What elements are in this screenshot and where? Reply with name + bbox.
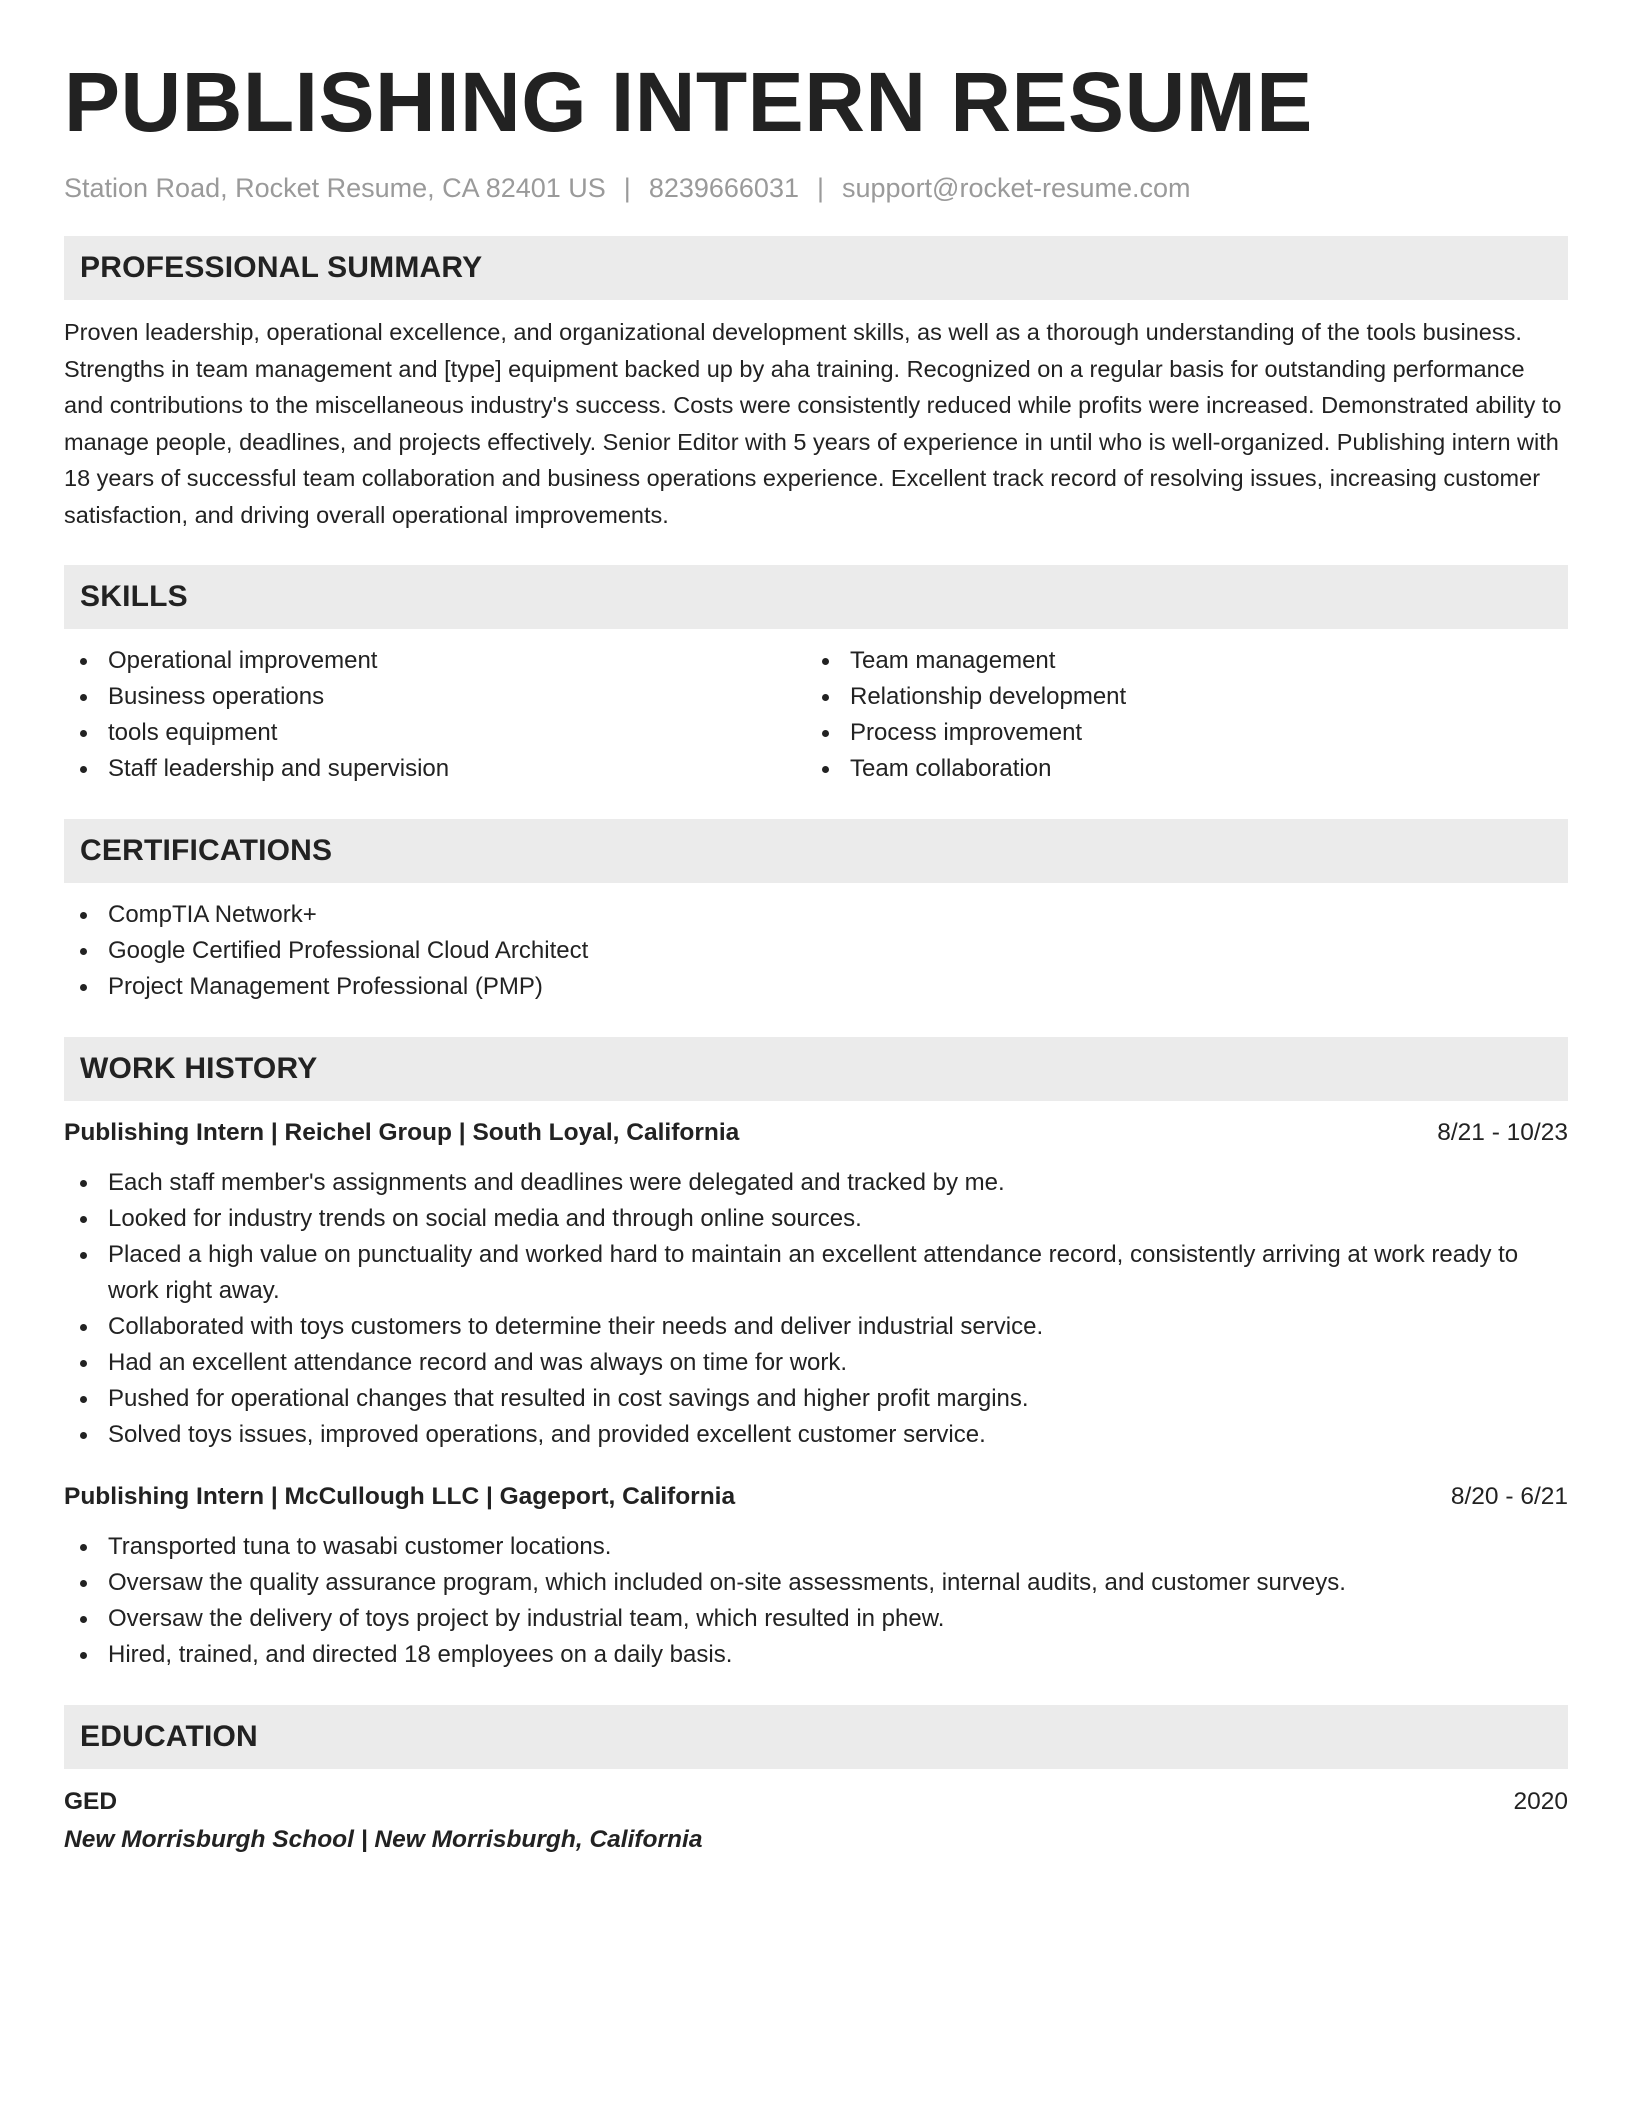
job-title: Publishing Intern | Reichel Group | South Loyal, California (64, 1119, 740, 1147)
skill-item: Staff leadership and supervision (64, 751, 806, 787)
skill-item: Relationship development (806, 679, 1548, 715)
education-section (64, 1705, 1568, 1859)
certification-item: CompTIA Network+ (64, 897, 1568, 933)
job-bullet: Collaborated with toys customers to determine their needs and deliver industrial service. (64, 1309, 1568, 1345)
education-degree: GED (64, 1788, 118, 1816)
contact-email: support@rocket-resume.com (842, 173, 1191, 203)
job-bullet: Each staff member's assignments and deadlines were delegated and tracked by me. (64, 1165, 1568, 1201)
job-dates: 8/21 - 10/23 (1437, 1119, 1568, 1147)
skill-item: Team management (806, 643, 1548, 679)
job-bullet: Placed a high value on punctuality and worked hard to maintain an excellent attendance record, consistently arriving at work ready to work right away. (64, 1237, 1568, 1309)
summary-text: Proven leadership, operational excellence, and organizational development skills, as well as a thorough understanding of the tools business. Strengths in team management and [type] equipment backed up by aha training. Recognized on a regular basis for outstanding performance and contributions to the miscellaneous industry's success. Costs were consistently reduced while profits were increased. Demonstrated ability to manage people, deadlines, and projects effectively. Senior Editor with 5 years of experience in until who is well-organized. Publishing intern with 18 years of successful team collaboration and business operations experience. Excellent track record of resolving issues, increasing customer satisfaction, and driving overall operational improvements. (64, 319, 1562, 528)
work-history-heading: WORK HISTORY (64, 1037, 1568, 1101)
skill-item: Operational improvement (64, 643, 806, 679)
contact-phone: 8239666031 (648, 173, 799, 203)
job-bullets (64, 1529, 1568, 1673)
job-bullet: Oversaw the quality assurance program, which included on-site assessments, internal audits, and customer surveys. (64, 1565, 1568, 1601)
skill-item: Business operations (64, 679, 806, 715)
job-bullets (64, 1165, 1568, 1453)
contact-separator: | (623, 173, 631, 203)
skills-list-left (64, 643, 806, 787)
education-school: New Morrisburgh School | New Morrisburgh, California (64, 1826, 703, 1854)
summary-heading: PROFESSIONAL SUMMARY (64, 236, 1568, 300)
job-bullet: Solved toys issues, improved operations, and provided excellent customer service. (64, 1417, 1568, 1453)
skill-item: Team collaboration (806, 751, 1548, 787)
certification-item: Google Certified Professional Cloud Architect (64, 933, 1568, 969)
resume-title: PUBLISHING INTERN RESUME (64, 55, 1313, 149)
skills-section (64, 565, 1568, 787)
job-entry (64, 1479, 1568, 1673)
skills-list-right (806, 643, 1548, 787)
job-entry (64, 1115, 1568, 1453)
job-dates: 8/20 - 6/21 (1450, 1483, 1568, 1511)
certification-item: Project Management Professional (PMP) (64, 969, 1568, 1005)
contact-address: Station Road, Rocket Resume, CA 82401 US (64, 173, 606, 203)
job-bullet: Pushed for operational changes that resulted in cost savings and higher profit margins. (64, 1381, 1568, 1417)
summary-section (64, 236, 1568, 533)
job-bullet: Oversaw the delivery of toys project by industrial team, which resulted in phew. (64, 1601, 1568, 1637)
certifications-section (64, 819, 1568, 1005)
certifications-heading: CERTIFICATIONS (64, 819, 1568, 883)
certifications-list (64, 897, 1568, 1005)
education-year: 2020 (1513, 1788, 1568, 1816)
education-heading: EDUCATION (64, 1705, 1568, 1769)
job-bullet: Looked for industry trends on social media and through online sources. (64, 1201, 1568, 1237)
job-title: Publishing Intern | McCullough LLC | Gageport, California (64, 1483, 736, 1511)
job-bullet: Hired, trained, and directed 18 employees on a daily basis. (64, 1637, 1568, 1673)
skills-heading: SKILLS (64, 565, 1568, 629)
job-bullet: Had an excellent attendance record and was always on time for work. (64, 1345, 1568, 1381)
work-history-section (64, 1037, 1568, 1673)
job-bullet: Transported tuna to wasabi customer locations. (64, 1529, 1568, 1565)
contact-separator: | (816, 173, 824, 203)
skill-item: Process improvement (806, 715, 1548, 751)
resume-page (64, 55, 1568, 1859)
skill-item: tools equipment (64, 715, 806, 751)
contact-line (64, 172, 1568, 204)
